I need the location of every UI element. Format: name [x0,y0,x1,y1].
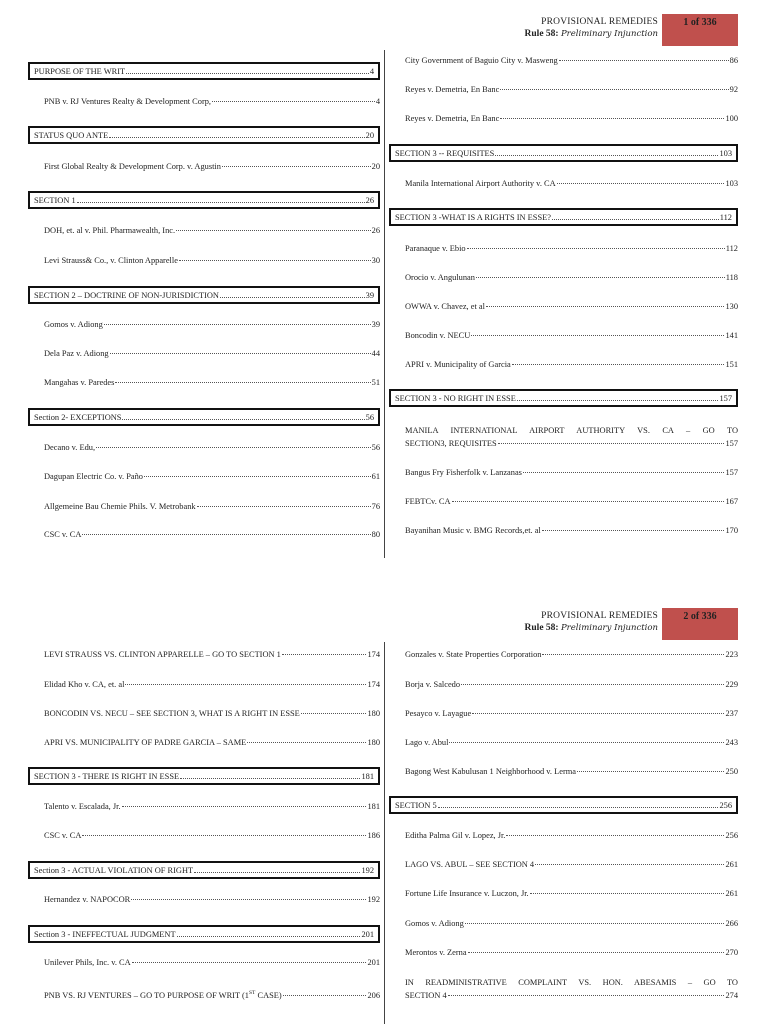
toc-page-number: 229 [725,680,738,689]
toc-page-number: 201 [361,929,374,939]
toc-entry[interactable] [405,889,738,898]
toc-page-number: 192 [361,865,374,875]
toc-page-number: 61 [371,472,380,481]
toc-page-number: 86 [729,56,738,65]
toc-entry-text: Paranaque v. Ebio [405,244,466,253]
dot-leader [449,742,724,743]
toc-entry-text: Bagong West Kabulusan 1 Neighborhood v. Lerma [405,767,576,776]
toc-entry-title [44,709,300,718]
toc-entry-title [34,866,193,875]
toc-entry-text: SECTION 3 - NO RIGHT IN ESSE [395,393,516,403]
toc-entry[interactable] [44,958,380,967]
toc-entry-title [44,443,95,452]
toc-entry-text: SECTION 3 -WHAT IS A RIGHTS IN ESSE? [395,212,551,222]
toc-page-number: 39 [371,320,380,329]
toc-page-number: 151 [725,360,738,369]
toc-entry-title [44,802,121,811]
toc-entry[interactable] [44,709,380,718]
toc-entry-title [405,650,541,659]
toc-entry-title [405,919,464,928]
toc-entry-title [44,349,109,358]
dot-leader [468,952,725,953]
toc-page-number: 223 [725,650,738,659]
toc-section-heading[interactable] [389,208,738,226]
toc-entry-title [44,320,103,329]
dot-leader [557,183,725,184]
toc-entry[interactable] [44,320,380,329]
toc-page-number: 186 [367,831,380,840]
toc-entry-text: DOH, et. al v. Phil. Pharmawealth, Inc. [44,226,176,235]
dot-leader [542,654,724,655]
dot-leader [144,476,371,477]
toc-entry[interactable] [405,331,738,340]
dot-leader [577,771,724,772]
toc-entry-text: LAGO VS. ABUL – SEE SECTION 4 [405,860,535,869]
toc-entry-text: SECTION 2 – DOCTRINE OF NON-JURISDICTION [34,290,219,300]
toc-entry-text: Gomos v. Adiong [44,320,103,329]
toc-entry-title [44,680,124,689]
dot-leader [179,260,371,261]
toc-entry-title [405,526,541,535]
toc-entry-text: Section 3 - INEFFECTUAL JUDGMENT [34,929,176,939]
toc-section-heading[interactable] [28,861,380,879]
toc-entry[interactable] [405,85,738,94]
toc-page-number: 180 [367,738,380,747]
toc-entry[interactable] [44,895,380,904]
dot-leader [194,872,360,873]
header-title: PROVISIONAL REMEDIES [541,611,658,621]
toc-entry-text: PNB v. RJ Ventures Realty & Development Corp, [44,97,212,106]
toc-entry[interactable] [44,990,380,1000]
toc-entry-title [44,530,81,539]
dot-leader [176,230,371,231]
dot-leader [498,443,725,444]
toc-page-number: 56 [365,412,374,422]
dot-leader [282,654,367,655]
toc-entry-text: Fortune Life Insurance v. Luczon, Jr. [405,889,529,898]
toc-entry-text: Dagupan Electric Co. v. Paño [44,472,143,481]
toc-page-number: 174 [367,650,380,659]
toc-page-number: 100 [725,114,738,123]
dot-leader [476,277,725,278]
toc-entry-text: Gomos v. Adiong [405,919,464,928]
toc-section-heading[interactable] [28,191,380,209]
dot-leader [82,835,366,836]
toc-entry-text-tail: CASE) [255,990,282,1000]
dot-leader [452,501,725,502]
dot-leader [471,335,724,336]
toc-page-number: 112 [725,244,738,253]
column-divider [384,642,385,1024]
toc-entry-text: Dela Paz v. Adiong [44,349,109,358]
toc-entry-text: First Global Realty & Development Corp. v. Agustin [44,162,221,171]
toc-entry-text: Gonzales v. State Properties Corporation [405,650,542,659]
toc-entry-text: APRI v. Municipality of Garcia [405,360,511,369]
toc-entry-text: CSC v. CA [44,831,82,840]
toc-page-number: 44 [371,349,380,358]
toc-entry-title [405,468,522,477]
toc-entry-title [34,131,108,140]
page-number-badge: 1 of 336 [662,14,738,46]
toc-entry-text: Boncodin v. NECU [405,331,471,340]
toc-entry-title [405,767,576,776]
toc-page-number: 118 [725,273,738,282]
dot-leader [180,778,360,779]
dot-leader [283,995,367,996]
dot-leader [77,202,365,203]
toc-page-number: 20 [371,162,380,171]
toc-page-number: 157 [719,393,732,403]
dot-leader [96,447,371,448]
dot-leader [82,534,370,535]
toc-page-number: 256 [725,831,738,840]
dot-leader [559,60,729,61]
running-header [525,610,658,634]
toc-entry-title [405,497,451,506]
toc-entry-text: Merontos v. Zerna [405,948,467,957]
toc-entry[interactable] [405,179,738,188]
toc-entry[interactable] [405,526,738,535]
toc-section-heading[interactable] [389,796,738,814]
toc-entry-text: SECTION 3 - THERE IS RIGHT IN ESSE [34,771,180,781]
header-rule [525,28,658,40]
toc-section-heading[interactable] [28,126,380,144]
toc-entry-title [44,472,143,481]
toc-entry[interactable] [44,162,380,171]
toc-entry-text: Manila International Airport Authority v. CA [405,179,556,188]
toc-entry[interactable] [44,378,380,387]
dot-leader [517,400,719,401]
toc-page-number: 20 [365,130,374,140]
dot-leader [126,73,369,74]
toc-entry-text: Decano v. Edu, [44,443,96,452]
toc-page-number: 206 [367,990,380,1000]
toc-page-number: 261 [725,889,738,898]
toc-entry-title [405,889,529,898]
toc-entry-title [34,930,176,939]
toc-page-number: 112 [719,212,732,222]
toc-entry[interactable] [44,738,380,747]
toc-entry-title [405,860,534,869]
toc-entry-text: SECTION 3 -- REQUISITES [395,148,495,158]
toc-page-number: 266 [725,919,738,928]
toc-entry[interactable] [44,802,380,811]
dot-leader [500,89,728,90]
superscript: ST [249,990,256,996]
toc-entry-text: PURPOSE OF THE WRIT [34,66,126,76]
toc-entry-title [34,196,76,205]
toc-entry-text: CSC v. CA [44,530,82,539]
toc-entry-title [44,97,211,106]
toc-entry-text: Levi Strauss& Co., v. Clinton Apparelle [44,256,178,265]
toc-entry[interactable] [44,226,380,235]
toc-page-number: 261 [725,860,738,869]
toc-page-number: 256 [719,800,732,810]
toc-entry-title [405,85,499,94]
toc-entry[interactable] [405,273,738,282]
toc-entry-title [34,772,179,781]
toc-entry-title [34,413,121,422]
dot-leader [197,506,371,507]
dot-leader [115,382,370,383]
toc-entry[interactable] [44,97,380,106]
toc-page-number: 167 [725,497,738,506]
dot-leader [535,864,724,865]
toc-entry-text: Reyes v. Demetria, En Banc [405,85,500,94]
toc-entry[interactable] [44,472,380,481]
toc-entry[interactable] [405,302,738,311]
dot-leader [461,684,724,685]
dot-leader [542,530,725,531]
toc-entry[interactable] [405,497,738,506]
toc-entry-title [405,179,556,188]
toc-page-number: 157 [725,468,738,477]
toc-page-number: 141 [725,331,738,340]
toc-entry-title-line2 [405,989,738,1002]
dot-leader [495,155,718,156]
toc-page-number: 4 [375,97,380,106]
rule-prefix: Rule 58: [524,623,559,633]
dot-leader [177,936,361,937]
toc-page-number: 237 [725,709,738,718]
toc-section-heading[interactable] [389,389,738,407]
toc-entry-text: Mangahas v. Paredes [44,378,115,387]
toc-entry-title [405,738,448,747]
toc-page-number: 130 [725,302,738,311]
toc-entry-text: Section 2- EXCEPTIONS [34,412,122,422]
toc-entry-text: Pesayco v. Layague [405,709,472,718]
toc-entry-text: SECTION 1 [34,195,76,205]
rule-name: Preliminary Injunction [560,29,658,39]
toc-page-number: 80 [371,530,380,539]
running-header [525,16,658,40]
header-title: PROVISIONAL REMEDIES [541,17,658,27]
toc-page-number: 170 [725,526,738,535]
toc-entry-title [405,831,505,840]
toc-entry[interactable] [405,919,738,928]
toc-page-number: 181 [361,771,374,781]
toc-entry-text: Elidad Kho v. CA, et. al [44,680,125,689]
toc-entry-text: STATUS QUO ANTE [34,130,109,140]
rule-prefix: Rule 58: [524,29,559,39]
toc-entry[interactable] [405,468,738,477]
toc-entry-title [405,360,511,369]
toc-entry-title [44,831,81,840]
dot-leader [220,297,365,298]
toc-entry-text: Unilever Phils, Inc. v. CA [44,958,131,967]
toc-entry[interactable] [405,360,738,369]
dot-leader [500,118,724,119]
toc-entry[interactable] [405,424,738,450]
toc-entry-title-line1: MANILA INTERNATIONAL AIRPORT AUTHORITY VS. CA – GO TO [405,426,738,435]
toc-entry-text: Bayanihan Music v. BMG Records,et. al [405,526,541,535]
toc-page-number: 4 [369,66,374,76]
toc-page-number: 181 [367,802,380,811]
toc-page-number: 56 [371,443,380,452]
dot-leader [104,324,371,325]
toc-entry-text: City Government of Baguio City v. Masweng [405,56,558,65]
toc-entry-title [405,114,499,123]
toc-entry-text: Hernandez v. NAPOCOR [44,895,131,904]
page-number-badge: 2 of 336 [662,608,738,640]
dot-leader [132,962,367,963]
dot-leader [131,899,366,900]
toc-page-number: 243 [725,738,738,747]
toc-section-heading[interactable] [28,62,380,80]
dot-leader [465,923,725,924]
toc-entry[interactable] [44,530,380,539]
toc-entry-title [405,331,470,340]
toc-entry-title [44,990,282,1000]
toc-page-number: 26 [371,226,380,235]
toc-entry-text: Reyes v. Demetria, En Banc [405,114,500,123]
dot-leader [301,713,367,714]
toc-entry[interactable] [405,709,738,718]
dot-leader [472,713,724,714]
dot-leader [109,137,364,138]
toc-entry-text: Lago v. Abul [405,738,449,747]
toc-entry-text: BONCODIN VS. NECU – SEE SECTION 3, WHAT IS A RIGHT IN ESSE [44,709,300,718]
toc-entry-text: Editha Palma Gil v. Lopez, Jr. [405,831,506,840]
toc-entry-title [44,958,131,967]
dot-leader [247,742,366,743]
toc-page-number: 192 [367,895,380,904]
toc-entry-text: LEVI STRAUSS VS. CLINTON APPARELLE – GO TO SECTION 1 [44,650,281,659]
toc-entry-title-cont: SECTION3, REQUISITES [405,439,497,448]
toc-entry[interactable] [44,650,380,659]
dot-leader [110,353,371,354]
toc-entry[interactable] [44,443,380,452]
toc-entry-title [44,226,175,235]
toc-page-number: 103 [725,179,738,188]
toc-entry-title [405,709,471,718]
toc-entry[interactable] [405,948,738,957]
toc-section-heading[interactable] [28,408,380,426]
dot-leader [523,472,725,473]
toc-entry[interactable] [44,502,380,511]
toc-entry[interactable] [44,831,380,840]
toc-entry[interactable] [405,56,738,65]
dot-leader [222,166,371,167]
toc-entry-title [44,256,178,265]
dot-leader [122,419,364,420]
toc-entry-text: Allgemeine Bau Chemie Phils. V. Metrobank [44,502,196,511]
toc-entry-title [44,378,114,387]
dot-leader [212,101,375,102]
toc-entry-title [44,895,130,904]
toc-page-number: 103 [719,148,732,158]
header-rule [525,622,658,634]
toc-entry-title-cont: SECTION 4 [405,991,447,1000]
toc-entry-title [34,67,125,76]
dot-leader [486,306,725,307]
toc-section-heading[interactable] [389,144,738,162]
toc-entry-title [395,149,494,158]
toc-section-heading[interactable] [28,925,380,943]
toc-section-heading[interactable] [28,286,380,304]
toc-entry[interactable] [405,831,738,840]
toc-entry-text: Section 3 - ACTUAL VIOLATION OF RIGHT [34,865,194,875]
toc-page-number: 92 [729,85,738,94]
toc-entry[interactable] [405,114,738,123]
column-divider [384,50,385,558]
toc-entry-title [44,650,281,659]
toc-entry-text: Bangus Fry Fisherfolk v. Lanzanas [405,468,522,477]
toc-section-heading[interactable] [28,767,380,785]
toc-page-number: 274 [725,991,738,1000]
dot-leader [448,995,725,996]
dot-leader [552,219,719,220]
dot-leader [506,835,724,836]
toc-page-number: 30 [371,256,380,265]
toc-entry-title [405,244,466,253]
toc-entry-title [405,302,485,311]
toc-entry[interactable] [44,680,380,689]
toc-entry[interactable] [405,738,738,747]
toc-entry-title [405,273,475,282]
toc-entry-text: Talento v. Escalada, Jr. [44,802,121,811]
toc-page-number: 39 [365,290,374,300]
toc-page-number: 250 [725,767,738,776]
dot-leader [467,248,725,249]
toc-entry-title [395,394,516,403]
toc-entry-title-line2 [405,437,738,450]
toc-page-number: 157 [725,439,738,448]
toc-page-number: 201 [367,958,380,967]
toc-entry-title-line1: IN READMINISTRATIVE COMPLAINT VS. HON. ABESAMIS – GO TO [405,978,738,987]
toc-entry-text: Borja v. Salcedo [405,680,461,689]
toc-page-number: 51 [371,378,380,387]
page-2 [0,598,768,1024]
toc-entry[interactable] [44,349,380,358]
dot-leader [438,807,719,808]
toc-entry-title [44,162,221,171]
toc-page-number: 26 [365,195,374,205]
toc-entry-title [405,56,558,65]
rule-name: Preliminary Injunction [560,623,658,633]
toc-entry-title [405,948,467,957]
toc-entry-title [44,738,246,747]
toc-entry-text: APRI VS. MUNICIPALITY OF PADRE GARCIA – SAME [44,738,247,747]
toc-entry[interactable] [405,650,738,659]
toc-page-number: 180 [367,709,380,718]
toc-entry[interactable] [405,680,738,689]
toc-entry-title [44,502,196,511]
toc-entry[interactable] [405,976,738,1002]
toc-entry-text: PNB VS. RJ VENTURES – GO TO PURPOSE OF WRIT (1 [44,990,249,1000]
dot-leader [122,806,367,807]
dot-leader [512,364,725,365]
toc-entry-title [395,801,437,810]
dot-leader [125,684,366,685]
toc-entry-text: OWWA v. Chavez, et al [405,302,485,311]
toc-entry-text: SECTION 5 [395,800,437,810]
dot-leader [530,893,725,894]
toc-entry[interactable] [405,767,738,776]
toc-entry-text: FEBTCv. CA [405,497,451,506]
toc-entry-title [405,680,460,689]
toc-entry[interactable] [44,256,380,265]
toc-page-number: 270 [725,948,738,957]
toc-entry-title [34,291,219,300]
toc-page-number: 76 [371,502,380,511]
toc-page-number: 174 [367,680,380,689]
toc-entry[interactable] [405,860,738,869]
toc-entry[interactable] [405,244,738,253]
toc-entry-title [395,213,551,222]
toc-entry-text: Orocio v. Angulunan [405,273,475,282]
